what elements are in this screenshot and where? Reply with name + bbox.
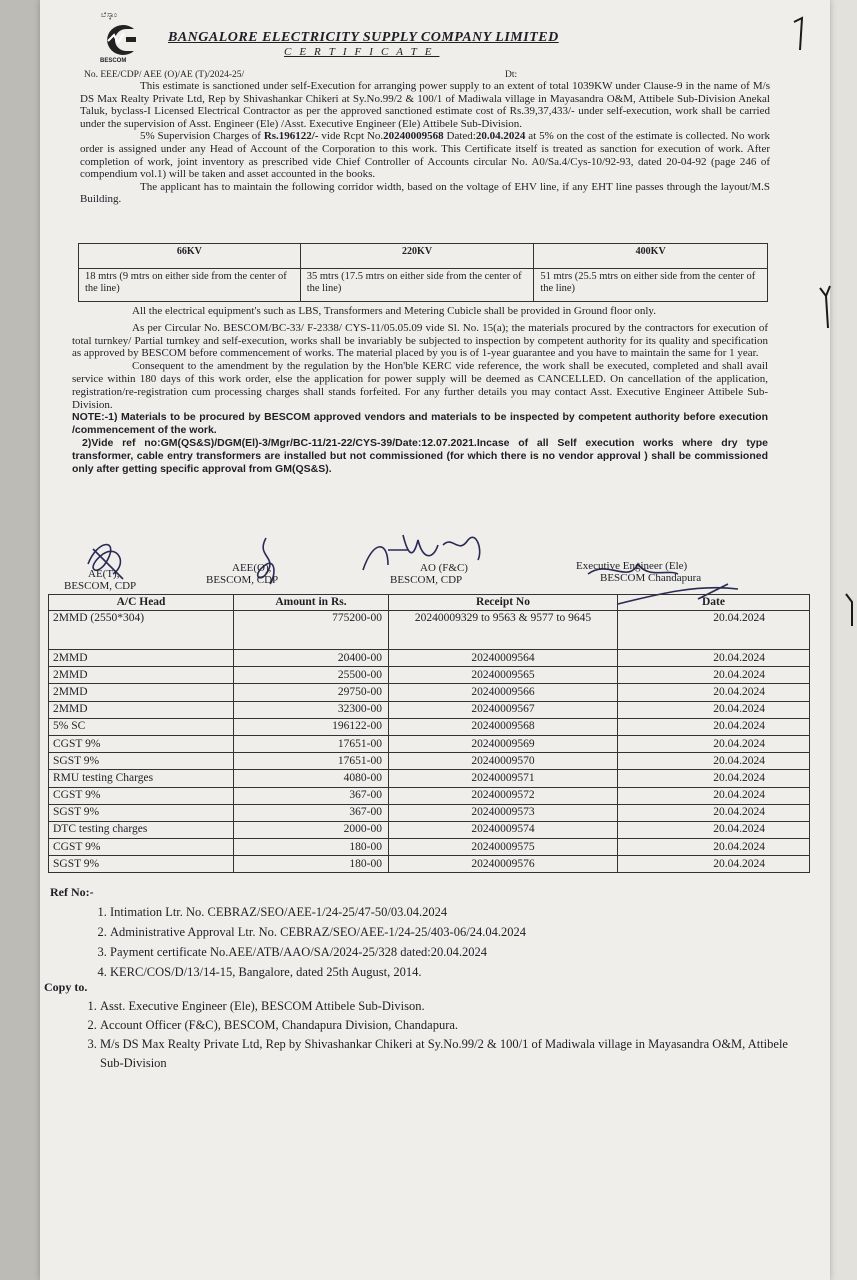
- list-item: 2. Account Officer (F&C), BESCOM, Chandapura Division, Chandapura.: [100, 1016, 804, 1035]
- letterhead: [96, 10, 656, 64]
- table-row: [49, 667, 810, 684]
- cell-amount: 17651-00: [234, 735, 389, 752]
- corridor-width-table: [78, 243, 768, 302]
- cell-amount: 196122-00: [234, 718, 389, 735]
- signature-title: Executive Engineer (Ele): [576, 560, 688, 572]
- logo-bescom-text: BESCOM: [100, 58, 127, 64]
- copy-to-section: [44, 978, 804, 1073]
- table-row: [49, 787, 810, 804]
- signature-aee: [206, 562, 278, 586]
- margin-pen-mark: [842, 590, 856, 630]
- cell-400kv: 51 mtrs (25.5 mtrs on either side from the center of the line): [534, 269, 768, 302]
- list-item: 3. Payment certificate No.AEE/ATB/AAO/SA/2024-25/328 dated:20.04.2024: [110, 942, 790, 962]
- cell-amount: 367-00: [234, 787, 389, 804]
- table-header-row: [49, 595, 810, 611]
- cell-receipt: 20240009570: [389, 753, 618, 770]
- cell-220kv: 35 mtrs (17.5 mtrs on either side from the center of the line): [300, 269, 534, 302]
- cell-receipt: 20240009571: [389, 770, 618, 787]
- signature-block: [58, 540, 778, 600]
- table-header-row: [79, 244, 768, 269]
- cell-amount: 180-00: [234, 856, 389, 873]
- cell-date: 20.04.2024: [618, 821, 810, 838]
- cell-ac-head: RMU testing Charges: [49, 770, 234, 787]
- references-heading: Ref No:-: [50, 885, 94, 899]
- receipt-number: 20240009568: [383, 130, 444, 143]
- cell-ac-head: 2MMD: [49, 701, 234, 718]
- paragraph-supervision: [80, 130, 770, 180]
- cell-date: 20.04.2024: [618, 718, 810, 735]
- cell-ac-head: 2MMD: [49, 684, 234, 701]
- cell-receipt: 20240009574: [389, 821, 618, 838]
- cell-date: 20.04.2024: [618, 856, 810, 873]
- cell-receipt: 20240009576: [389, 856, 618, 873]
- header-amount: Amount in Rs.: [234, 595, 389, 611]
- cell-receipt: 20240009564: [389, 650, 618, 667]
- bescom-logo: [96, 14, 148, 64]
- list-item: 1. Asst. Executive Engineer (Ele), BESCOM Attibele Sub-Divison.: [100, 997, 804, 1016]
- cell-receipt: 20240009573: [389, 804, 618, 821]
- cell-ac-head: DTC testing charges: [49, 821, 234, 838]
- table-row: [49, 650, 810, 667]
- cell-receipt: 20240009567: [389, 701, 618, 718]
- table-row: [49, 735, 810, 752]
- accounts-table: [48, 594, 810, 873]
- header-400kv: 400KV: [534, 244, 768, 269]
- signature-office: BESCOM, CDP: [206, 574, 279, 586]
- table-row: [49, 718, 810, 735]
- supervision-amount: Rs.196122/-: [263, 130, 319, 143]
- signature-office: BESCOM Chandapura: [600, 572, 702, 584]
- cell-receipt: 20240009566: [389, 684, 618, 701]
- signature-ee: [576, 560, 701, 584]
- header-receipt: Receipt No: [389, 595, 618, 611]
- conditions-text: [72, 305, 768, 476]
- date-label: Dt:: [505, 70, 518, 80]
- list-item: 1. Intimation Ltr. No. CEBRAZ/SEO/AEE-1/24-25/47-50/03.04.2024: [110, 902, 790, 922]
- cell-receipt: 20240009329 to 9563 & 9577 to 9645: [389, 611, 618, 650]
- signature-ao: [390, 562, 468, 586]
- paragraph-sanction: This estimate is sanctioned under self-Execution for arranging power supply to an extent of total 1039KW under Clause-9 in the name of M/s DS Max Realty Private Ltd, Rep by Shivashankar Chikeri at Sy.No.99/2 & 100/1 of Madiwala village in Mayasandra O&M, Attibele Sub-Division Anekal Taluk, byclass-I Licensed Electrical Contractor as per the approved sanctioned estimate cost of Rs.39,37,433/- under self-execution, work shall be carried under the supervision of Asst. Engineer (Ele) /Asst. Executive Engineer (Ele) Attibele Sub-Division.: [80, 80, 770, 130]
- cell-date: 20.04.2024: [618, 701, 810, 718]
- table-row: [49, 611, 810, 650]
- paragraph-circular: As per Circular No. BESCOM/BC-33/ F-2338/ CYS-11/05.05.09 vide Sl. No. 15(a); the materials procured by the contractors for execution of total turnkey/ Partial turnkey and self-execution, works shall be invariably be subjected to inspection by competent authority for its quality and specification as approved by BESCOM before commencement of works. The material placed by you is of 1-year guarantee and you have to maintain the same for 1 year.: [72, 321, 768, 360]
- cell-receipt: 20240009572: [389, 787, 618, 804]
- text-segment: Dated:: [443, 130, 476, 143]
- cell-amount: 20400-00: [234, 650, 389, 667]
- header-66kv: 66KV: [79, 244, 301, 269]
- signature-office: BESCOM, CDP: [64, 580, 137, 592]
- signature-title: AE(T),: [88, 568, 120, 580]
- table-row: [49, 804, 810, 821]
- copy-to-list: [44, 997, 804, 1073]
- body-text: [80, 80, 770, 206]
- text-segment: at 5% on the cost of the estimate is collected. No work order is assigned under any Head of Account of the Corporation to this work. This Certificate itself is treated as sanction for execution of work. After completion of work, joint inventory as prescribed vide Chief Controller of Accounts circular No. A0/Sa.4/Cys-10/92-93, dated 20-04-92 (page 246 of compendium vol.1) will be taken and asset accounted in the books.: [80, 130, 770, 181]
- cell-ac-head: CGST 9%: [49, 839, 234, 856]
- text-segment: 5% Supervision Charges of: [140, 130, 264, 143]
- signature-title: AEE(O),: [232, 562, 272, 574]
- logo-kannada-text: ಬೆಸ್ಕಾಂ: [101, 12, 119, 19]
- table-row: [49, 821, 810, 838]
- cell-receipt: 20240009568: [389, 718, 618, 735]
- header-date: Date: [618, 595, 810, 611]
- table-row: [49, 684, 810, 701]
- cell-ac-head: SGST 9%: [49, 753, 234, 770]
- signature-ae: [64, 568, 136, 592]
- cell-amount: 775200-00: [234, 611, 389, 650]
- signature-office: BESCOM, CDP: [390, 574, 463, 586]
- cell-66kv: 18 mtrs (9 mtrs on either side from the center of the line): [79, 269, 301, 302]
- cell-ac-head: SGST 9%: [49, 804, 234, 821]
- cell-date: 20.04.2024: [618, 667, 810, 684]
- table-row: [49, 856, 810, 873]
- cell-date: 20.04.2024: [618, 684, 810, 701]
- company-name: BANGALORE ELECTRICITY SUPPLY COMPANY LIMITED: [168, 30, 559, 45]
- list-item: 2. Administrative Approval Ltr. No. CEBRAZ/SEO/AEE-1/24-25/403-06/24.04.2024: [110, 922, 790, 942]
- cell-amount: 367-00: [234, 804, 389, 821]
- cell-ac-head: 2MMD: [49, 650, 234, 667]
- cell-amount: 17651-00: [234, 753, 389, 770]
- paragraph-corridor: The applicant has to maintain the following corridor width, based on the voltage of EHV line, if any EHT line passes through the layout/M.S Building.: [80, 180, 770, 206]
- cell-date: 20.04.2024: [618, 804, 810, 821]
- cell-ac-head: CGST 9%: [49, 787, 234, 804]
- cell-date: 20.04.2024: [618, 839, 810, 856]
- note-2: 2)Vide ref no:GM(QS&S)/DGM(El)-3/Mgr/BC-11/21-22/CYS-39/Date:12.07.2021.Incase of all Self execution works where dry type transformer, cable entry transformers are installed but not commissioned (for which there is no vendor approval ) shall be commissioned only after getting specific approval from GM(QS&S).: [72, 437, 768, 476]
- cell-amount: 25500-00: [234, 667, 389, 684]
- references-section: [50, 882, 790, 982]
- cell-amount: 32300-00: [234, 701, 389, 718]
- certificate-title: CERTIFICATE: [284, 46, 440, 58]
- table-row: [49, 839, 810, 856]
- references-list: [50, 902, 790, 982]
- cell-ac-head: 2MMD (2550*304): [49, 611, 234, 650]
- margin-pen-mark: [816, 282, 836, 332]
- cell-date: 20.04.2024: [618, 770, 810, 787]
- table-row: [79, 269, 768, 302]
- paragraph-ground-floor: All the electrical equipment's such as LBS, Transformers and Metering Cubicle shall be provided in Ground floor only.: [132, 305, 656, 317]
- text-segment: vide Rcpt No.: [318, 130, 384, 143]
- cell-amount: 4080-00: [234, 770, 389, 787]
- table-row: [49, 753, 810, 770]
- header-220kv: 220KV: [300, 244, 534, 269]
- cell-ac-head: CGST 9%: [49, 735, 234, 752]
- note-1: NOTE:-1) Materials to be procured by BESCOM approved vendors and materials to be inspected by competent authority before execution /commencement of the work.: [72, 411, 768, 437]
- cell-ac-head: SGST 9%: [49, 856, 234, 873]
- receipt-date: 20.04.2024: [475, 130, 526, 143]
- cell-amount: 180-00: [234, 839, 389, 856]
- table-row: [49, 770, 810, 787]
- cell-date: 20.04.2024: [618, 735, 810, 752]
- cell-date: 20.04.2024: [618, 611, 810, 650]
- margin-pen-mark: [790, 14, 810, 54]
- copy-to-heading: Copy to.: [44, 980, 88, 994]
- reference-number: No. EEE/CDP/ AEE (O)/AE (T)/2024-25/: [84, 70, 245, 80]
- cell-ac-head: 2MMD: [49, 667, 234, 684]
- paragraph-kerc: Consequent to the amendment by the regulation by the Hon'ble KERC vide reference, the work shall be executed, completed and shall avail service within 180 days of this work order, else the application for power supply will be deemed as CANCELLED. On cancellation of the application, registration/re-registration cum processing charges shall stands forfeited. For any further details you may contact Asst. Executive Engineer Attibele Sub-Division.: [72, 360, 768, 411]
- cell-date: 20.04.2024: [618, 650, 810, 667]
- cell-amount: 29750-00: [234, 684, 389, 701]
- cell-receipt: 20240009575: [389, 839, 618, 856]
- cell-date: 20.04.2024: [618, 787, 810, 804]
- list-item: 3. M/s DS Max Realty Private Ltd, Rep by Shivashankar Chikeri at Sy.No.99/2 & 100/1 of Madiwala village in Mayasandra O&M, Attibele Sub-Division: [100, 1035, 804, 1073]
- cell-date: 20.04.2024: [618, 753, 810, 770]
- table-row: [49, 701, 810, 718]
- list-item: 4. KERC/COS/D/13/14-15, Bangalore, dated 25th August, 2014.: [110, 962, 790, 982]
- cell-amount: 2000-00: [234, 821, 389, 838]
- header-ac-head: A/C Head: [49, 595, 234, 611]
- cell-ac-head: 5% SC: [49, 718, 234, 735]
- cell-receipt: 20240009565: [389, 667, 618, 684]
- signature-title: AO (F&C): [420, 562, 468, 574]
- cell-receipt: 20240009569: [389, 735, 618, 752]
